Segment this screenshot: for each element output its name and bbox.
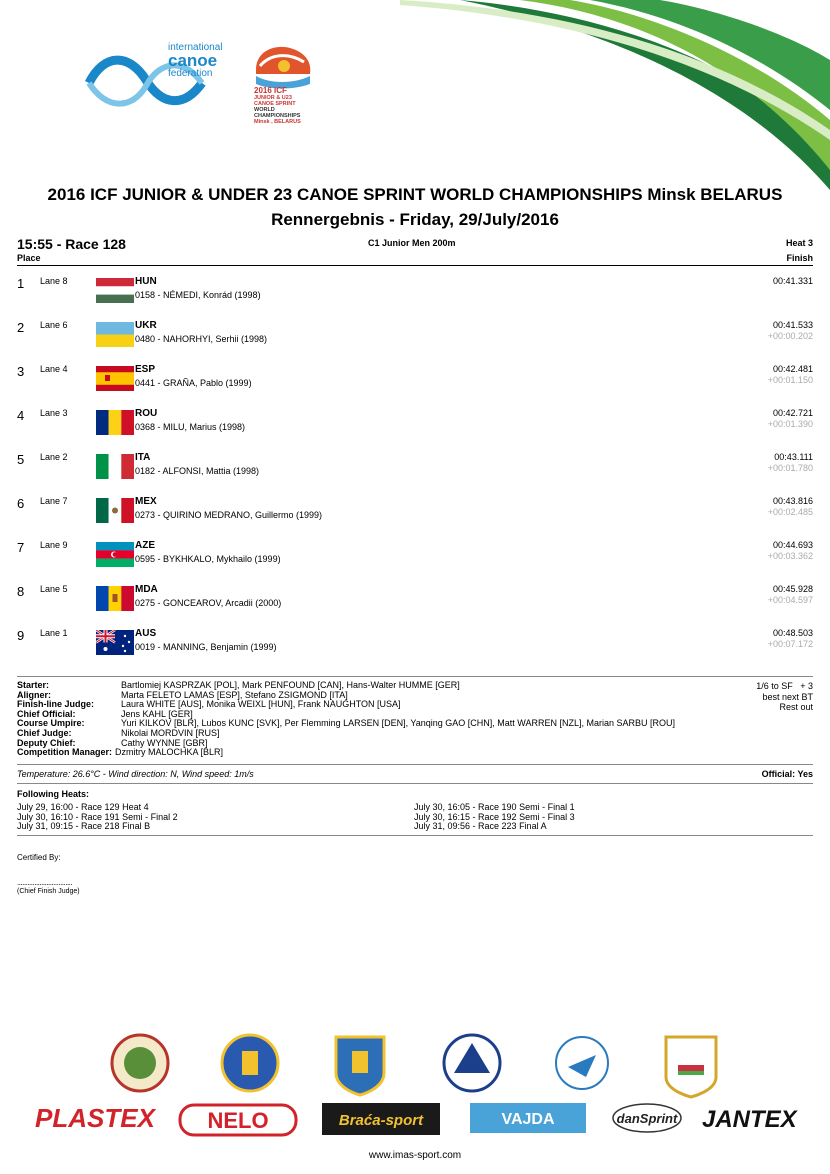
following-heats-title: Following Heats: [17, 789, 89, 799]
official-role: Course Umpire: [17, 718, 85, 729]
finish-column-header: Finish [786, 253, 813, 263]
nation-code: HUN [135, 276, 157, 287]
event-logo-text: 2016 ICF JUNIOR & U23 CANOE SPRINT WORLD CHAMPIONSHIPS Minsk , BELARUS [254, 86, 301, 125]
athlete-name: 0019 - MANNING, Benjamin (1999) [135, 642, 277, 652]
time-behind: +00:07.172 [767, 639, 813, 649]
finish-time: 00:43.111 [774, 452, 813, 462]
time-behind: +00:00.202 [767, 331, 813, 341]
place-number: 4 [17, 408, 25, 423]
finish-time: 00:41.331 [772, 276, 813, 286]
athlete-name: 0275 - GONCEAROV, Arcadii (2000) [135, 598, 282, 608]
result-row [17, 628, 813, 668]
nation-code: AZE [135, 540, 155, 551]
nation-code: ROU [135, 408, 158, 419]
official-role: Competition Manager: [17, 747, 113, 758]
official-role: Deputy Chief: [17, 737, 76, 748]
sponsor-logo: NELO [207, 1108, 269, 1133]
result-row [17, 584, 813, 624]
nation-code: ITA [135, 452, 151, 463]
footer-url: www.imas-sport.com [368, 1150, 462, 1161]
qualification-line: best next BT [762, 691, 813, 702]
place-number: 2 [17, 320, 25, 335]
athlete-name: 0368 - MILU, Marius (1998) [135, 422, 246, 432]
official-role: Finish-line Judge: [17, 699, 95, 710]
time-behind: +00:04.597 [767, 595, 813, 605]
rou-flag-icon [96, 410, 134, 435]
sponsor-logo: JANTEX [702, 1106, 797, 1133]
official-row [17, 729, 675, 739]
finish-time: 00:45.928 [772, 584, 813, 594]
header-divider [17, 265, 813, 266]
finish-time: 00:44.693 [772, 540, 813, 550]
athlete-name: 0480 - NAHORHYI, Serhii (1998) [135, 334, 268, 344]
result-row [17, 408, 813, 448]
lane-label: Lane 1 [40, 628, 68, 638]
canoe-federation-emblem-icon [444, 1035, 500, 1091]
official-names: Jens KAHL [GER] [121, 708, 193, 719]
place-number: 1 [17, 276, 25, 291]
finish-time: 00:43.816 [772, 496, 813, 506]
lane-label: Lane 5 [40, 584, 68, 594]
sponsor-logo: VAJDA [501, 1111, 555, 1128]
official-role: Chief Official: [17, 708, 76, 719]
sponsor-logo: PLASTEX [35, 1103, 155, 1133]
hun-flag-icon [96, 278, 134, 303]
result-row [17, 320, 813, 360]
qualification-line: 1/6 to SF + 3 [756, 681, 813, 691]
following-heats-left [17, 803, 178, 832]
sports-emblem-icon [556, 1037, 608, 1089]
official-row [17, 719, 675, 729]
lane-label: Lane 4 [40, 364, 68, 374]
aus-flag-icon [96, 630, 134, 655]
official-status: Official: Yes [761, 769, 813, 779]
official-names: Yuri KILKOV [BLR], Lubos KUNC [SVK], Per Flemming LARSEN [DEN], Yanqing GAO [CHN], Matt WARREN [NZL], Marian SARBU [ROU] [121, 718, 675, 729]
following-heat-item: July 30, 16:10 - Race 191 Semi - Final 2 [17, 811, 178, 822]
place-number: 8 [17, 584, 25, 599]
document-subtitle: Rennergebnis - Friday, 29/July/2016 [271, 210, 559, 229]
heats-divider [17, 835, 813, 836]
following-heat-item: July 31, 09:15 - Race 218 Final B [17, 821, 151, 832]
certified-by-label: Certified By: [17, 853, 61, 862]
ukr-flag-icon [96, 322, 134, 347]
ita-flag-icon [96, 454, 134, 479]
place-number: 3 [17, 364, 25, 379]
nation-code: ESP [135, 364, 156, 375]
finish-time: 00:42.721 [772, 408, 813, 418]
result-row [17, 496, 813, 536]
athlete-name: 0182 - ALFONSI, Mattia (1998) [135, 466, 260, 476]
athlete-name: 0595 - BYKHKALO, Mykhailo (1999) [135, 554, 281, 564]
results-divider [17, 676, 813, 677]
time-behind: +00:01.390 [767, 419, 813, 429]
place-column-header: Place [17, 253, 41, 263]
qualification-line: Rest out [779, 702, 813, 712]
result-row [17, 452, 813, 492]
sponsor-logo: danSprint [616, 1111, 678, 1126]
place-number: 6 [17, 496, 25, 511]
official-names: Marta FELETO LAMAS [ESP], Stefano ZSIGMOND [ITA] [121, 689, 348, 700]
esp-flag-icon [96, 366, 134, 391]
officials-divider [17, 764, 813, 765]
event-name: C1 Junior Men 200m [368, 238, 456, 248]
official-names: Bartlomiej KASPRZAK [POL], Mark PENFOUND [CAN], Hans-Walter HUMME [GER] [121, 680, 460, 690]
following-heat-item: July 30, 16:15 - Race 192 Semi - Final 3 [414, 811, 575, 822]
heat-label: Heat 3 [785, 238, 813, 248]
official-role: Aligner: [17, 689, 52, 700]
weather-conditions: Temperature: 26.6°C - Wind direction: N, Wind speed: 1m/s [17, 769, 254, 779]
minsk-emblem-icon [222, 1035, 278, 1091]
nation-code: MDA [135, 584, 158, 595]
time-behind: +00:02.485 [767, 507, 813, 517]
document-title: 2016 ICF JUNIOR & UNDER 23 CANOE SPRINT WORLD CHAMPIONSHIPS Minsk BELARUS [47, 185, 783, 204]
official-names: Nikolai MORDVIN [RUS] [121, 727, 220, 738]
qualification-rules [756, 681, 813, 713]
result-row [17, 276, 813, 316]
conditions-divider [17, 783, 813, 784]
result-row [17, 540, 813, 580]
official-names: Cathy WYNNE [GBR] [121, 737, 208, 748]
official-row [17, 700, 675, 710]
place-number: 7 [17, 540, 25, 555]
lane-label: Lane 2 [40, 452, 68, 462]
nation-code: UKR [135, 320, 157, 331]
place-number: 9 [17, 628, 25, 643]
sponsor-logo: Braća-sport [338, 1112, 424, 1129]
place-number: 5 [17, 452, 25, 467]
official-names: Laura WHITE [AUS], Monika WEIXL [HUN], Frank NAUGHTON [USA] [121, 699, 401, 710]
nation-code: MEX [135, 496, 157, 507]
olympic-committee-emblem-icon [666, 1037, 716, 1097]
lane-label: Lane 6 [40, 320, 68, 330]
sponsor-logos [30, 1005, 815, 1145]
finish-time: 00:42.481 [772, 364, 813, 374]
official-role: Starter: [17, 680, 50, 690]
athlete-name: 0273 - QUIRINO MEDRANO, Guillermo (1999) [135, 510, 323, 520]
following-heats-right [414, 803, 575, 832]
emblem-icon [112, 1035, 168, 1091]
time-behind: +00:01.150 [767, 375, 813, 385]
officials-list [17, 681, 675, 758]
official-row [17, 748, 675, 758]
header-swoosh-graphic [400, 0, 830, 190]
mex-flag-icon [96, 498, 134, 523]
time-behind: +00:01.780 [767, 463, 813, 473]
finish-time: 00:41.533 [772, 320, 813, 330]
finish-time: 00:48.503 [772, 628, 813, 638]
following-heat-item: July 31, 09:56 - Race 223 Final A [414, 821, 547, 832]
shield-emblem-icon [336, 1037, 384, 1095]
following-heat-item: July 30, 16:05 - Race 190 Semi - Final 1 [414, 802, 575, 812]
aze-flag-icon [96, 542, 134, 567]
lane-label: Lane 9 [40, 540, 68, 550]
official-role: Chief Judge: [17, 727, 72, 738]
mda-flag-icon [96, 586, 134, 611]
athlete-name: 0441 - GRAÑA, Pablo (1999) [135, 378, 252, 388]
signature-line: ................................ [17, 878, 73, 887]
lane-label: Lane 8 [40, 276, 68, 286]
chief-finish-judge-label: (Chief Finish Judge) [17, 888, 80, 895]
lane-label: Lane 7 [40, 496, 68, 506]
race-time-number: 15:55 - Race 128 [17, 236, 126, 252]
icf-logo-text: international canoe federation [168, 42, 223, 79]
athlete-name: 0158 - NÉMEDI, Konrád (1998) [135, 290, 261, 300]
nation-code: AUS [135, 628, 157, 639]
time-behind: +00:03.362 [767, 551, 813, 561]
lane-label: Lane 3 [40, 408, 68, 418]
following-heat-item: July 29, 16:00 - Race 129 Heat 4 [17, 802, 149, 812]
official-names: Dzmitry MALOCHKA [BLR] [115, 747, 224, 758]
result-row [17, 364, 813, 404]
